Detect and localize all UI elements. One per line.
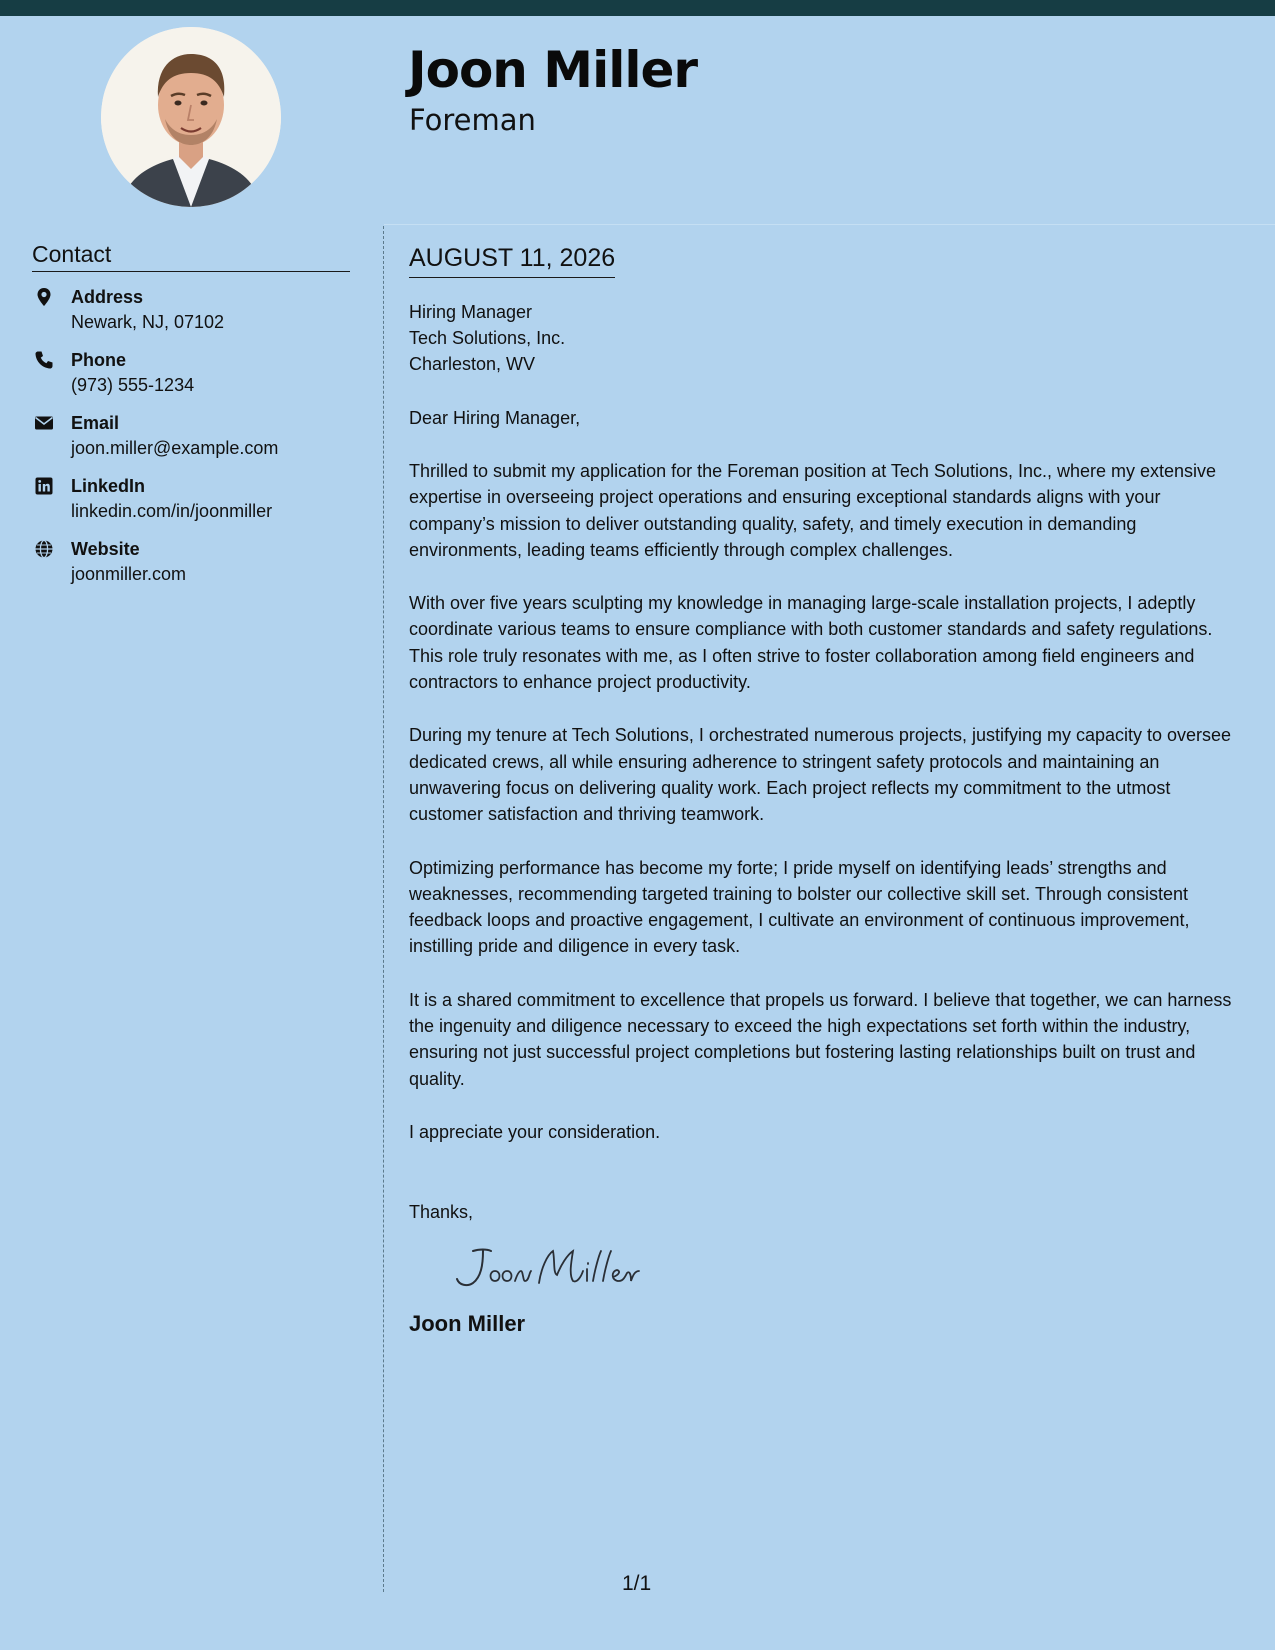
contact-list [32, 285, 362, 600]
contact-value: joon.miller@example.com [71, 438, 279, 458]
letter-body [409, 243, 1249, 1337]
greeting: Dear Hiring Manager, [409, 408, 581, 428]
contact-website [32, 537, 362, 600]
letter-paragraph: With over five years sculpting my knowledge in managing large-scale installation projects, I adeptly coordinate various teams to ensure compliance with both customer standards and safety regulations. This role truly resonates with me, as I often strive to foster collaboration among field engineers and contractors to enhance project productivity. [409, 593, 1213, 693]
contact-label: Website [71, 539, 140, 559]
phone-icon [34, 350, 54, 370]
header-divider [384, 224, 1275, 225]
sign-off: Thanks, [409, 1201, 474, 1222]
contact-label: LinkedIn [71, 476, 146, 496]
contact-address [32, 285, 362, 348]
closing-line: I appreciate your consideration. [409, 1121, 661, 1142]
contact-value: linkedin.com/in/joonmiller [71, 501, 273, 521]
letter-paragraph: During my tenure at Tech Solutions, I orchestrated numerous projects, justifying my capacity to oversee dedicated crews, all while ensuring adherence to stringent safety protocols and maintaining an unwavering focus on delivering quality work. Each project reflects my commitment to the utmost customer satisfaction and thriving teamwork. [409, 725, 1232, 825]
contact-value: joonmiller.com [71, 564, 187, 584]
handwritten-signature [443, 1241, 663, 1293]
recipient-line: Charleston, WV [409, 354, 536, 374]
letter-paragraph: It is a shared commitment to excellence that propels us forward. I believe that together, we can harness the ingenuity and diligence necessary to exceed the high expectations set forth within the industry, ensuring not just successful project completions but fostering lasting relationships built on trust and quality. [409, 989, 1232, 1089]
letter-date: AUGUST 11, 2026 [409, 243, 615, 278]
globe-icon [34, 539, 54, 559]
profile-photo [101, 27, 281, 207]
contact-label: Address [71, 287, 144, 307]
envelope-icon [34, 413, 54, 433]
page-number: 1/1 [622, 1572, 652, 1595]
contact-linkedin [32, 474, 362, 537]
contact-value: (973) 555-1234 [71, 375, 195, 395]
signer-name: Joon Miller [409, 1310, 526, 1336]
column-divider [383, 226, 384, 1592]
recipient-line: Hiring Manager [409, 302, 533, 322]
recipient-line: Tech Solutions, Inc. [409, 328, 566, 348]
contact-value: Newark, NJ, 07102 [71, 312, 225, 332]
letter-paragraph: Thrilled to submit my application for the Foreman position at Tech Solutions, Inc., where my extensive expertise in overseeing project operations and ensuring exceptional standards aligns with your company’s mission to deliver outstanding quality, safety, and timely execution in demanding environments, leading teams efficiently through complex challenges. [409, 461, 1217, 560]
contact-heading: Contact [32, 241, 350, 272]
top-bar [0, 0, 1275, 16]
contact-phone [32, 348, 362, 411]
letter-paragraph: Optimizing performance has become my forte; I pride myself on identifying leads’ strengths and weaknesses, recommending targeted training to bolster our collective skill set. Through consistent feedback loops and proactive engagement, I cultivate an environment of continuous improvement, instilling pride and diligence in every task. [409, 857, 1190, 957]
map-pin-icon [34, 287, 54, 307]
linkedin-icon [34, 476, 54, 496]
applicant-name: Joon Miller [408, 41, 698, 99]
applicant-title: Foreman [409, 103, 536, 137]
contact-label: Email [71, 413, 120, 433]
recipient-block [409, 299, 1249, 377]
contact-label: Phone [71, 350, 127, 370]
contact-email [32, 411, 362, 474]
